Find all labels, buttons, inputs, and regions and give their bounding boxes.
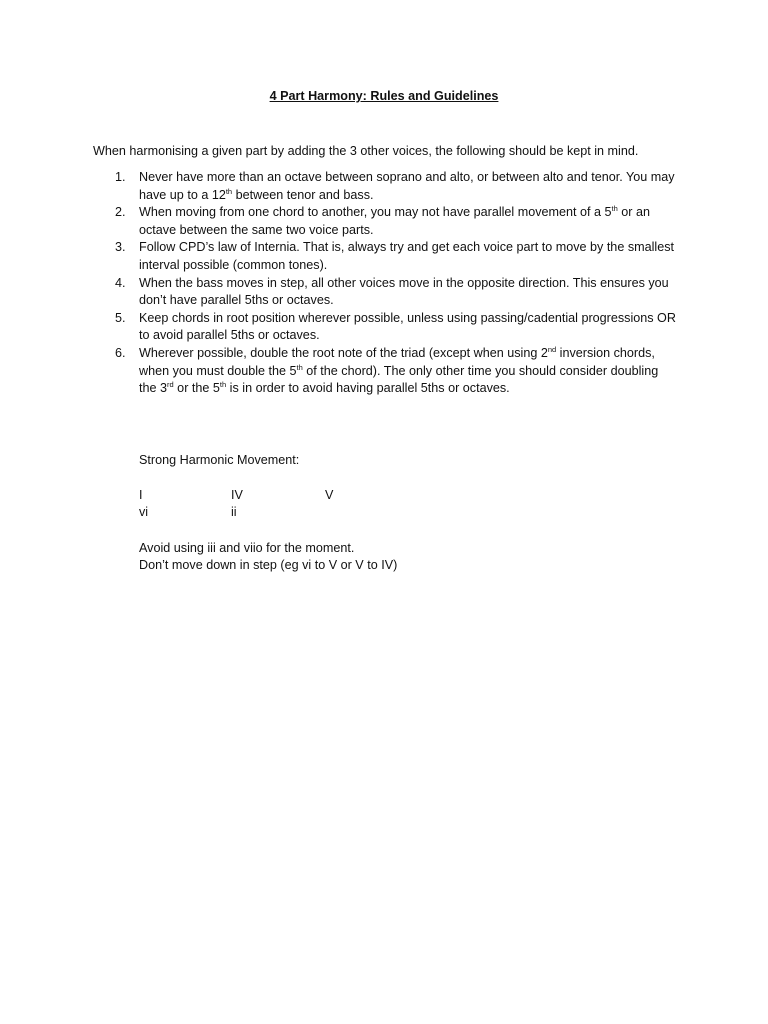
chord-numeral: vi [139, 505, 149, 519]
rule-text: Keep chords in root position wherever possible, unless using passing/cadential progressions OR to avoid parallel 5ths or octaves. [139, 310, 676, 343]
chord-numeral: V [325, 488, 334, 502]
rule-text: When the bass moves in step, all other voices move in the opposite direction. This ensures you don’t have parallel 5ths or octaves. [139, 275, 669, 308]
rule-text: Never have more than an octave between soprano and alto, or between alto and tenor. You may have up to a 12th between tenor and bass. [139, 170, 675, 202]
rule-item [0, 169, 679, 204]
note-line: Avoid using iii and viio for the moment. [139, 541, 355, 555]
chord-numeral: ii [231, 505, 237, 519]
page-title: 4 Part Harmony: Rules and Guidelines [269, 89, 499, 103]
rule-item [0, 275, 679, 310]
rule-number: 6. [115, 345, 126, 360]
chord-numeral: I [139, 488, 143, 502]
rule-item [0, 310, 679, 345]
rule-text: When moving from one chord to another, you may not have parallel movement of a 5th or an octave between the same two voice parts. [139, 204, 651, 237]
rule-item [0, 345, 679, 398]
rule-item [0, 239, 679, 274]
section-heading: Strong Harmonic Movement: [139, 453, 300, 467]
rule-number: 2. [115, 205, 126, 220]
rule-number: 4. [115, 275, 126, 290]
intro-paragraph: When harmonising a given part by adding the 3 other voices, the following should be kept in mind. [93, 144, 639, 158]
rule-number: 3. [115, 240, 126, 255]
rule-number: 5. [115, 310, 126, 325]
chord-numeral: IV [231, 488, 243, 502]
rule-text: Follow CPD’s law of Internia. That is, always try and get each voice part to move by the smallest interval possible (common tones). [139, 240, 675, 272]
note-line: Don’t move down in step (eg vi to V or V to IV) [139, 558, 398, 572]
rules-list [0, 169, 768, 398]
rule-item [0, 204, 679, 239]
rule-text: Wherever possible, double the root note of the triad (except when using 2nd inversion chords, when you must double the 5th of the chord). The only other time you should consider doubling the 3rd or the 5th is in order to avoid having parallel 5ths or octaves. [139, 344, 659, 396]
rule-number: 1. [115, 170, 126, 184]
